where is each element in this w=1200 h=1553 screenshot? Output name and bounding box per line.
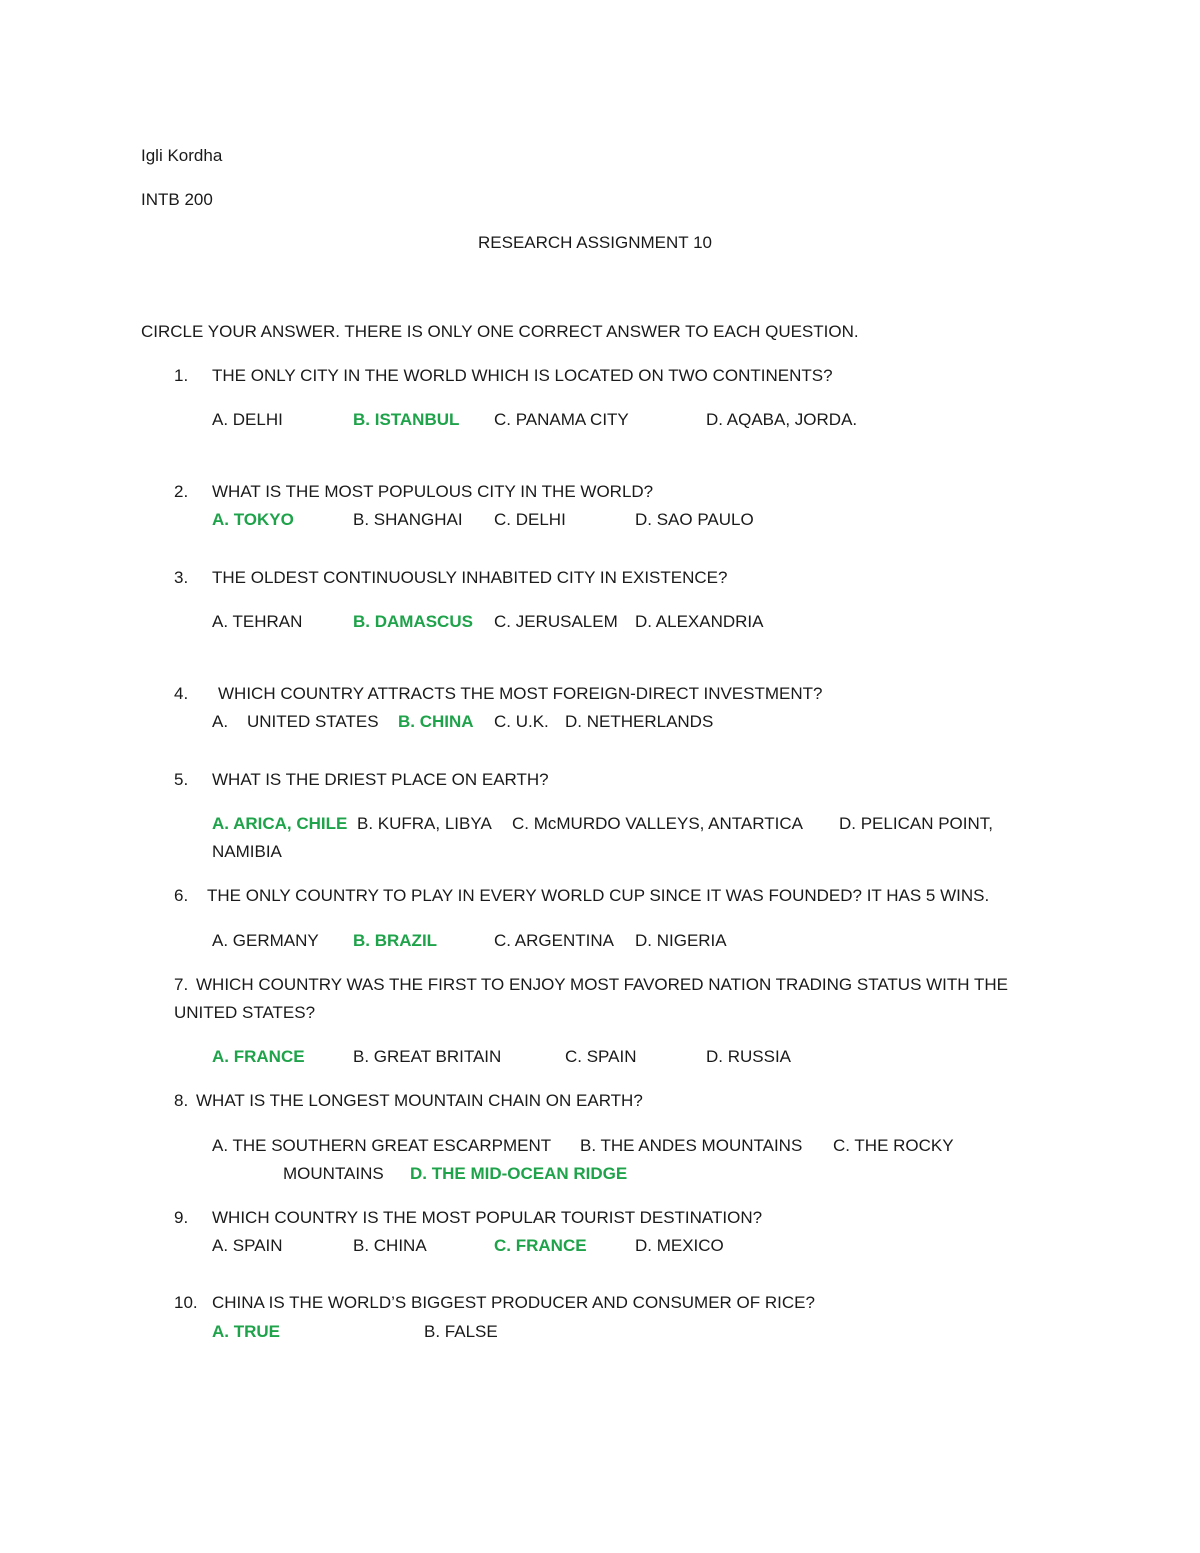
question-text: WHICH COUNTRY ATTRACTS THE MOST FOREIGN-DIRECT INVESTMENT? — [218, 684, 823, 703]
instructions: CIRCLE YOUR ANSWER. THERE IS ONLY ONE CORRECT ANSWER TO EACH QUESTION. — [141, 322, 859, 341]
answer-option: D. MEXICO — [635, 1236, 724, 1255]
correct-answer: A. FRANCE — [212, 1047, 305, 1066]
page-title: RESEARCH ASSIGNMENT 10 — [478, 233, 712, 252]
answer-option: B. CHINA — [353, 1236, 427, 1255]
answer-option: C. ARGENTINA — [494, 931, 614, 950]
question-text: WHAT IS THE LONGEST MOUNTAIN CHAIN ON EARTH? — [196, 1091, 643, 1110]
course-code: INTB 200 — [141, 190, 213, 209]
question-text: WHICH COUNTRY WAS THE FIRST TO ENJOY MOST FAVORED NATION TRADING STATUS WITH THE — [196, 975, 1008, 994]
correct-answer: C. FRANCE — [494, 1236, 587, 1255]
answer-option-continued: MOUNTAINS — [283, 1164, 384, 1183]
answer-option: C. PANAMA CITY — [494, 410, 629, 429]
answer-option: C. JERUSALEM — [494, 612, 618, 631]
answer-option: A. DELHI — [212, 410, 283, 429]
answer-option: D. PELICAN POINT, — [839, 814, 993, 833]
question-number: 10. — [174, 1293, 198, 1312]
question-text: WHAT IS THE DRIEST PLACE ON EARTH? — [212, 770, 549, 789]
answer-option: D. NIGERIA — [635, 931, 727, 950]
author-name: Igli Kordha — [141, 146, 223, 165]
answer-option: C. McMURDO VALLEYS, ANTARTICA — [512, 814, 803, 833]
answer-option: D. ALEXANDRIA — [635, 612, 764, 631]
answer-option: A. GERMANY — [212, 931, 319, 950]
question-text: THE ONLY COUNTRY TO PLAY IN EVERY WORLD CUP SINCE IT WAS FOUNDED? IT HAS 5 WINS. — [207, 886, 990, 905]
answer-option: B. SHANGHAI — [353, 510, 463, 529]
answer-option-continued: NAMIBIA — [212, 842, 282, 861]
question-number: 5. — [174, 770, 189, 789]
answer-option: D. RUSSIA — [706, 1047, 792, 1066]
answer-option: D. SAO PAULO — [635, 510, 754, 529]
answer-option: B. THE ANDES MOUNTAINS — [580, 1136, 803, 1155]
correct-answer: A. ARICA, CHILE — [212, 814, 348, 833]
correct-answer: B. BRAZIL — [353, 931, 438, 950]
correct-answer: A. TOKYO — [212, 510, 294, 529]
question-text: CHINA IS THE WORLD’S BIGGEST PRODUCER AND CONSUMER OF RICE? — [212, 1293, 815, 1312]
question-number: 8. — [174, 1091, 189, 1110]
answer-option: A. SPAIN — [212, 1236, 283, 1255]
correct-answer: B. ISTANBUL — [353, 410, 460, 429]
correct-answer: B. CHINA — [398, 712, 474, 731]
answer-option: B. GREAT BRITAIN — [353, 1047, 502, 1066]
question-text: WHAT IS THE MOST POPULOUS CITY IN THE WORLD? — [212, 482, 654, 501]
answer-option: B. KUFRA, LIBYA — [357, 814, 492, 833]
answer-option: C. THE ROCKY — [833, 1136, 954, 1155]
answer-option: A. UNITED STATES — [212, 712, 379, 731]
question-number: 7. — [174, 975, 189, 994]
answer-option: A. THE SOUTHERN GREAT ESCARPMENT — [212, 1136, 552, 1155]
answer-option: A. TEHRAN — [212, 612, 303, 631]
question-number: 9. — [174, 1208, 189, 1227]
question-number: 3. — [174, 568, 189, 587]
question-number: 1. — [174, 366, 189, 385]
question-text: THE ONLY CITY IN THE WORLD WHICH IS LOCATED ON TWO CONTINENTS? — [212, 366, 833, 385]
answer-option: C. U.K. — [494, 712, 549, 731]
question-number: 6. — [174, 886, 189, 905]
question-number: 4. — [174, 684, 189, 703]
answer-option: C. DELHI — [494, 510, 566, 529]
answer-option: C. SPAIN — [565, 1047, 637, 1066]
question-text: WHICH COUNTRY IS THE MOST POPULAR TOURIST DESTINATION? — [212, 1208, 763, 1227]
correct-answer: B. DAMASCUS — [353, 612, 473, 631]
answer-option: D. NETHERLANDS — [565, 712, 714, 731]
answer-option: B. FALSE — [424, 1322, 498, 1341]
question-text-continued: UNITED STATES? — [174, 1003, 316, 1022]
correct-answer: D. THE MID-OCEAN RIDGE — [410, 1164, 628, 1183]
answer-option: D. AQABA, JORDA. — [706, 410, 858, 429]
question-number: 2. — [174, 482, 189, 501]
correct-answer: A. TRUE — [212, 1322, 280, 1341]
question-text: THE OLDEST CONTINUOUSLY INHABITED CITY IN EXISTENCE? — [212, 568, 728, 587]
